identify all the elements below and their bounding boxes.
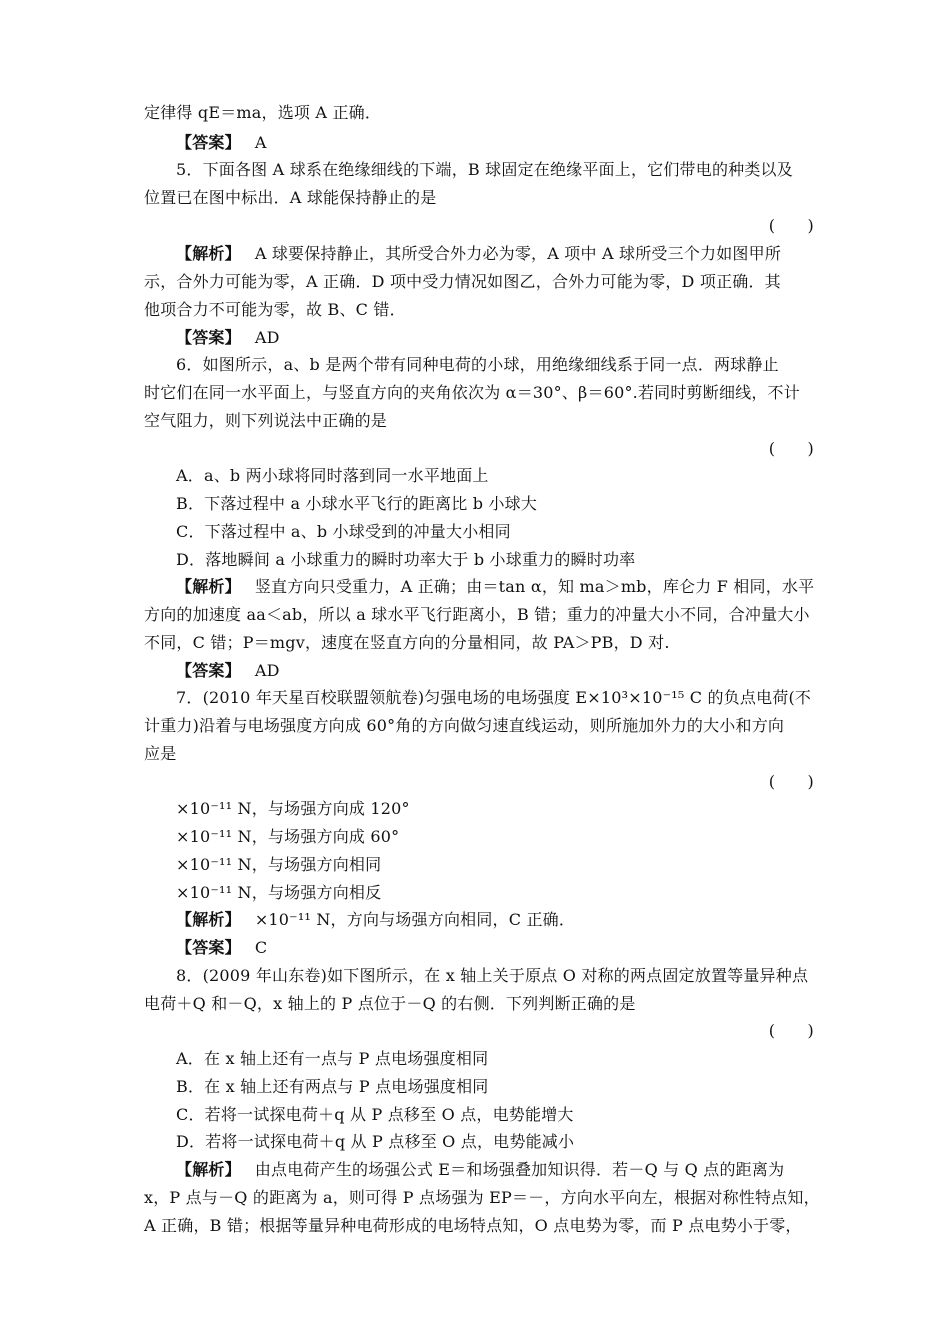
option-a: A．在 x 轴上还有一点与 P 点电场强度相同 bbox=[176, 1049, 489, 1068]
analysis-line: 【解析】 ×10⁻¹¹ N，方向与场强方向相同，C 正确． bbox=[176, 910, 576, 929]
question-8-line-2: 电荷＋Q 和－Q，x 轴上的 P 点位于－Q 的右侧．下列判断正确的是 bbox=[144, 994, 636, 1013]
answer-tag: 【答案】 bbox=[176, 938, 241, 957]
question-6-line-1: 6．如图所示，a、b 是两个带有同种电荷的小球，用绝缘细线系于同一点．两球静止 bbox=[176, 355, 779, 374]
option-d: D．落地瞬间 a 小球重力的瞬时功率大于 b 小球重力的瞬时功率 bbox=[176, 550, 636, 569]
question-6-line-2: 时它们在同一水平面上，与竖直方向的夹角依次为 α＝30°、β＝60°.若同时剪断细线，不计 bbox=[144, 383, 800, 402]
option-b: B．在 x 轴上还有两点与 P 点电场强度相同 bbox=[176, 1077, 489, 1096]
option-a: ×10⁻¹¹ N，与场强方向成 120° bbox=[176, 799, 410, 818]
text-line: 他项合力不可能为零，故 B、C 错． bbox=[144, 300, 406, 319]
option-c: C．若将一试探电荷＋q 从 P 点移至 O 点，电势能增大 bbox=[176, 1105, 574, 1124]
answer-tag: 【答案】 bbox=[176, 328, 241, 347]
answer-blank: ( ) bbox=[768, 439, 814, 458]
question-7-line-3: 应是 bbox=[144, 744, 177, 763]
analysis-tag: 【解析】 bbox=[176, 910, 241, 929]
text-line: x，P 点与－Q 的距离为 a，则可得 P 点场强为 EP＝－，方向水平向左，根据对称性特点知， bbox=[144, 1188, 820, 1207]
option-a: A．a、b 两小球将同时落到同一水平地面上 bbox=[176, 466, 489, 485]
question-5-line-1: 5．下面各图 A 球系在绝缘细线的下端，B 球固定在绝缘平面上，它们带电的种类以及 bbox=[176, 160, 793, 179]
text-line: A 正确，B 错；根据等量异种电荷形成的电场特点知，O 点电势为零，而 P 点电势小于零， bbox=[144, 1216, 802, 1235]
analysis-tag: 【解析】 bbox=[176, 577, 241, 596]
answer-tag: 【答案】 bbox=[176, 661, 241, 680]
text-line: 示，合外力可能为零，A 正确．D 项中受力情况如图乙，合外力可能为零，D 项正确．其 bbox=[144, 272, 781, 291]
question-6-line-3: 空气阻力，则下列说法中正确的是 bbox=[144, 411, 388, 430]
question-7-line-1: 7．(2010 年天星百校联盟领航卷)匀强电场的电场强度 E×10³×10⁻¹⁵ C 的负点电荷(不 bbox=[176, 688, 812, 707]
answer-blank: ( ) bbox=[768, 772, 814, 791]
answer-blank: ( ) bbox=[768, 1021, 814, 1040]
option-c: C．下落过程中 a、b 小球受到的冲量大小相同 bbox=[176, 522, 511, 541]
text-line: 定律得 qE＝ma，选项 A 正确． bbox=[144, 103, 382, 122]
option-d: D．若将一试探电荷＋q 从 P 点移至 O 点，电势能减小 bbox=[176, 1132, 575, 1151]
option-c: ×10⁻¹¹ N，与场强方向相同 bbox=[176, 855, 382, 874]
answer-tag: 【答案】 bbox=[176, 133, 241, 152]
question-7-line-2: 计重力)沿着与电场强度方向成 60°角的方向做匀速直线运动，则所施加外力的大小和方向 bbox=[144, 716, 785, 735]
analysis-tag: 【解析】 bbox=[176, 1160, 241, 1179]
analysis-line: 【解析】 由点电荷产生的场强公式 E＝和场强叠加知识得．若－Q 与 Q 点的距离为 bbox=[176, 1160, 785, 1179]
text-line: 方向的加速度 aa＜ab，所以 a 球水平飞行距离小，B 错；重力的冲量大小不同，合冲量大小 bbox=[144, 605, 810, 624]
answer-line: 【答案】 C bbox=[176, 938, 268, 957]
option-d: ×10⁻¹¹ N，与场强方向相反 bbox=[176, 883, 382, 902]
answer-line: 【答案】 AD bbox=[176, 661, 280, 680]
analysis-tag: 【解析】 bbox=[176, 244, 241, 263]
analysis-line: 【解析】 A 球要保持静止，其所受合外力必为零，A 项中 A 球所受三个力如图甲所 bbox=[176, 244, 782, 263]
question-5-line-2: 位置已在图中标出．A 球能保持静止的是 bbox=[144, 188, 437, 207]
option-b: ×10⁻¹¹ N，与场强方向成 60° bbox=[176, 827, 400, 846]
answer-blank: ( ) bbox=[768, 216, 814, 235]
text-line: 不同，C 错；P＝mgv，速度在竖直方向的分量相同，故 PA＞PB，D 对. bbox=[144, 633, 670, 652]
answer-line: 【答案】 AD bbox=[176, 328, 280, 347]
analysis-line: 【解析】 竖直方向只受重力，A 正确；由＝tan α，知 ma＞mb，库仑力 F 相同，水平 bbox=[176, 577, 815, 596]
answer-line: 【答案】 A bbox=[176, 133, 267, 152]
option-b: B．下落过程中 a 小球水平飞行的距离比 b 小球大 bbox=[176, 494, 538, 513]
question-8-line-1: 8．(2009 年山东卷)如下图所示，在 x 轴上关于原点 O 对称的两点固定放置等量异种点 bbox=[176, 966, 809, 985]
